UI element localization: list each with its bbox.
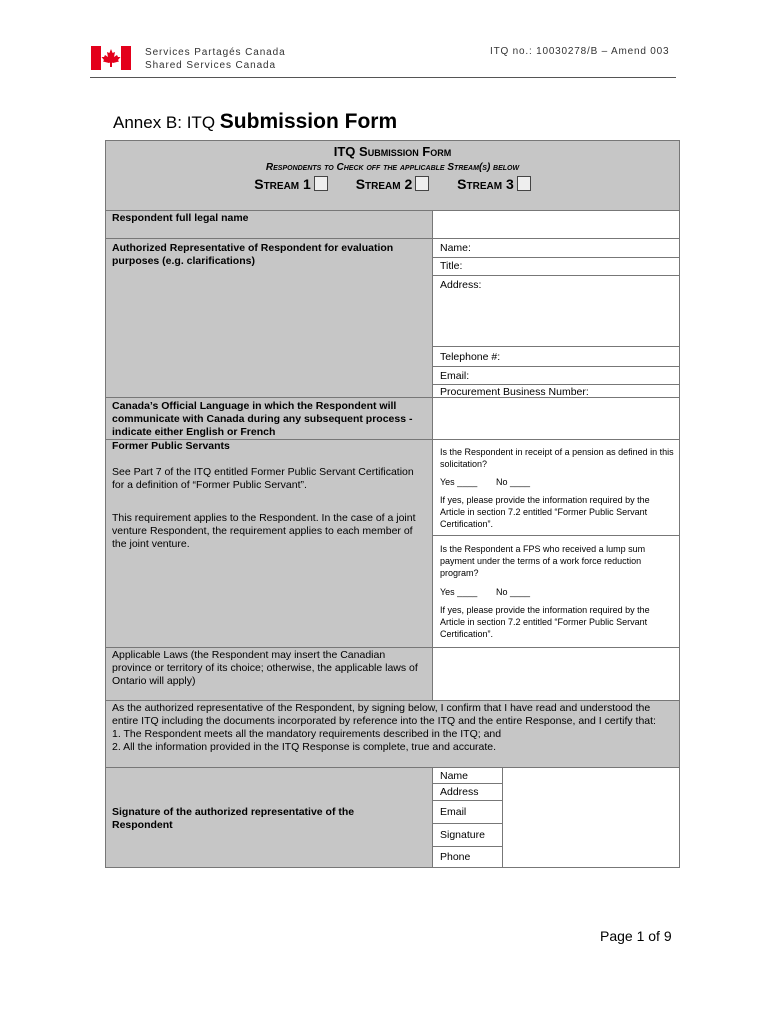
stream-selectors bbox=[105, 176, 680, 192]
row-divider bbox=[105, 238, 680, 239]
row-divider bbox=[105, 210, 680, 211]
legal-name-field[interactable] bbox=[436, 212, 676, 236]
row-divider bbox=[105, 397, 680, 398]
row-divider bbox=[105, 700, 680, 701]
sig-email-field[interactable]: Email bbox=[440, 806, 467, 818]
authorized-rep-label: Authorized Representative of Respondent for evaluation purposes (e.g. clarifications) bbox=[112, 242, 394, 267]
row-divider bbox=[105, 647, 680, 648]
canada-flag-logo bbox=[91, 46, 131, 70]
sig-values-area[interactable] bbox=[505, 770, 677, 865]
stream-2[interactable]: Stream 2 bbox=[356, 176, 430, 192]
applicable-laws-field[interactable] bbox=[436, 650, 676, 698]
row-divider bbox=[432, 384, 680, 385]
title-prefix: Annex B: ITQ bbox=[113, 113, 216, 132]
row-divider bbox=[432, 535, 680, 536]
rep-telephone-field[interactable]: Telephone #: bbox=[440, 351, 501, 363]
fps-applicability-text: This requirement applies to the Respondent. In the case of a joint venture Respondent, the requirement applies to each member of the joint venture. bbox=[112, 512, 416, 550]
fps-lumpsum-no[interactable]: No ____ bbox=[496, 587, 531, 597]
org-name-en: Shared Services Canada bbox=[145, 60, 276, 71]
left-column-shade bbox=[105, 210, 433, 700]
stream-1-checkbox[interactable] bbox=[314, 176, 328, 191]
stream-1[interactable]: Stream 1 bbox=[254, 176, 328, 192]
rep-title-field[interactable]: Title: bbox=[440, 260, 463, 272]
row-divider bbox=[432, 783, 502, 784]
fps-title: Former Public Servants bbox=[112, 440, 230, 452]
sig-name-field[interactable]: Name bbox=[440, 770, 469, 782]
org-name-fr: Services Partagés Canada bbox=[145, 47, 286, 58]
fps-definition-text: See Part 7 of the ITQ entitled Former Public Servant Certification for a definition of “Former Public Servant”. bbox=[112, 466, 414, 491]
itq-reference: ITQ no.: 10030278/B – Amend 003 bbox=[490, 46, 670, 57]
fps-pension-question: Is the Respondent in receipt of a pension as defined in this solicitation? bbox=[440, 447, 674, 469]
fps-pension-no[interactable]: No ____ bbox=[496, 477, 531, 487]
rep-email-field[interactable]: Email: bbox=[440, 370, 470, 382]
fps-lumpsum-ifyes: If yes, please provide the information required by the Article in section 7.2 entitled “Former Public Servant Certification”. bbox=[440, 605, 650, 639]
row-divider bbox=[432, 346, 680, 347]
title-main: Submission Form bbox=[219, 110, 398, 133]
table-border-bottom bbox=[105, 867, 680, 868]
row-divider bbox=[432, 366, 680, 367]
stream-2-checkbox[interactable] bbox=[415, 176, 429, 191]
form-heading-block bbox=[105, 140, 680, 210]
official-language-field[interactable] bbox=[436, 400, 676, 436]
row-divider bbox=[432, 257, 680, 258]
fps-pension-ifyes: If yes, please provide the information required by the Article in section 7.2 entitled “Former Public Servant Certification”. bbox=[440, 495, 650, 529]
certification-intro: As the authorized representative of the Respondent, by signing below, I confirm that I have read and understood the entire ITQ including the documents incorporated by reference into the ITQ and the entire Response, and I certify that: bbox=[112, 702, 656, 727]
signature-label: Signature of the authorized representative of the Respondent bbox=[112, 806, 355, 831]
sig-signature-field[interactable]: Signature bbox=[440, 829, 485, 841]
table-border-left bbox=[105, 140, 106, 868]
row-divider bbox=[432, 846, 502, 847]
certification-statement bbox=[112, 702, 677, 754]
form-instruction: Respondents to Check off the applicable Stream(s) below bbox=[265, 162, 520, 173]
sig-address-field[interactable]: Address bbox=[440, 786, 479, 798]
sig-phone-field[interactable]: Phone bbox=[440, 851, 471, 863]
fps-lumpsum-question: Is the Respondent a FPS who received a lump sum payment under the terms of a work force reduction program? bbox=[440, 544, 646, 578]
certification-item-2: 2. All the information provided in the ITQ Response is complete, true and accurate. bbox=[112, 741, 497, 753]
form-heading: ITQ Submission Form bbox=[333, 144, 452, 159]
table-border-top bbox=[105, 140, 680, 141]
certification-item-1: 1. The Respondent meets all the mandatory requirements described in the ITQ; and bbox=[112, 728, 502, 740]
header-organization bbox=[145, 46, 286, 72]
stream-3[interactable]: Stream 3 bbox=[457, 176, 531, 192]
page-title bbox=[113, 110, 397, 134]
official-language-label: Canada’s Official Language in which the Respondent will communicate with Canada during any subsequent process - indicate either English or French bbox=[112, 400, 413, 438]
fps-pension-yes[interactable]: Yes ____ bbox=[440, 477, 478, 487]
row-divider bbox=[432, 275, 680, 276]
table-border-right bbox=[679, 140, 680, 868]
row-divider bbox=[432, 800, 502, 801]
rep-address-field[interactable]: Address: bbox=[440, 279, 482, 291]
fps-lumpsum-yes[interactable]: Yes ____ bbox=[440, 587, 478, 597]
header-divider bbox=[90, 77, 676, 78]
legal-name-label: Respondent full legal name bbox=[112, 212, 249, 224]
applicable-laws-label: Applicable Laws (the Respondent may insert the Canadian province or territory of its choice; otherwise, the applicable laws of Ontario will apply) bbox=[112, 649, 418, 687]
stream-3-checkbox[interactable] bbox=[517, 176, 531, 191]
column-divider bbox=[432, 210, 433, 700]
rep-name-field[interactable]: Name: bbox=[440, 242, 471, 254]
row-divider bbox=[105, 767, 680, 768]
page-number: Page 1 of 9 bbox=[600, 928, 672, 944]
row-divider bbox=[432, 823, 502, 824]
column-divider bbox=[502, 767, 503, 868]
procurement-business-number-field[interactable]: Procurement Business Number: bbox=[440, 386, 589, 398]
